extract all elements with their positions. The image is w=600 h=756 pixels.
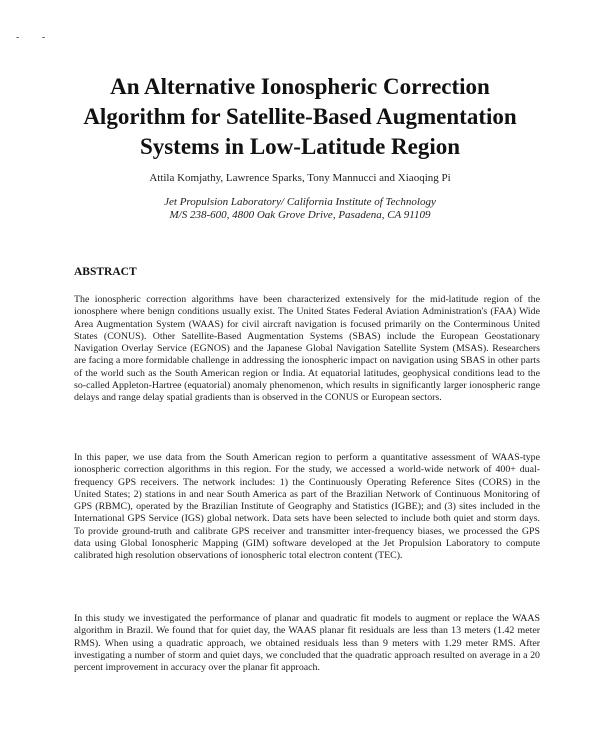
- affiliation-institution: Jet Propulsion Laboratory/ California Institute of Technology: [164, 196, 436, 208]
- affiliation-address: M/S 238-600, 4800 Oak Grove Drive, Pasadena, CA 91109: [169, 209, 431, 221]
- paper-title: [40, 72, 560, 162]
- title-line-3: Systems in Low-Latitude Region: [139, 134, 461, 159]
- affiliation: [40, 196, 560, 222]
- scan-corner-mark: - -: [16, 32, 56, 43]
- abstract-heading: ABSTRACT: [74, 266, 137, 278]
- author-list: Attila Komjathy, Lawrence Sparks, Tony Mannucci and Xiaoqing Pi: [149, 172, 451, 184]
- title-line-1: An Alternative Ionospheric Correction: [110, 74, 490, 99]
- title-line-2: Algorithm for Satellite-Based Augmentation: [83, 104, 517, 129]
- abstract-paragraph-2: In this paper, we use data from the South American region to perform a quantitative assessment of WAAS-type ionospheric correction algorithms in this region. For the study, we accessed a world-wide network of 400+ dual-frequency GPS receivers. The network includes: 1) the Continuously Operating Reference Sites (CORS) in the United States; 2) stations in and near South America as part of the Brazilian Network of Continuous Monitoring of GPS (RBMC), operated by the Brazilian Institute of Geography and Statistics (IGBE); and (3) sites included in the International GPS Service (IGS) global network. Data sets have been selected to include both quiet and storm days. To provide ground-truth and calibrate GPS receiver and transmitter inter-frequency biases, we processed the GPS data using Global Ionospheric Mapping (GIM) software developed at the Jet Propulsion Laboratory to compute calibrated high resolution observations of ionospheric total electron content (TEC).: [74, 452, 540, 562]
- abstract-paragraph-3: In this study we investigated the performance of planar and quadratic fit models to augment or replace the WAAS algorithm in Brazil. We found that for quiet day, the WAAS planar fit residuals are less than 13 meters (1.42 meter RMS). When using a quadratic approach, we obtained residuals less than 9 meters with 1.29 meter RMS. After investigating a number of storm and quiet days, we concluded that the quadratic approach resulted on average in a 20 percent improvement in accuracy over the planar fit approach.: [74, 613, 540, 674]
- abstract-paragraph-1: The ionospheric correction algorithms have been characterized extensively for the mid-latitude region of the ionosphere where benign conditions usually exist. The United States Federal Aviation Administration's (FAA) Wide Area Augmentation System (WAAS) for civil aircraft navigation is focused primarily on the Conterminous United States (CONUS). Other Satellite-Based Augmentation Systems (SBAS) include the European Geostationary Navigation Overlay Service (EGNOS) and the Japanese Global Navigation Satellite System (MSAS). Researchers are facing a more formidable challenge in addressing the ionospheric impact on navigation using SBAS in other parts of the world such as the South American region or India. At equatorial latitudes, geophysical conditions lead to the so-called Appleton-Hartree (equatorial) anomaly phenomenon, which results in significantly larger ionospheric range delays and range delay spatial gradients than is observed in the CONUS or European sectors.: [74, 294, 540, 404]
